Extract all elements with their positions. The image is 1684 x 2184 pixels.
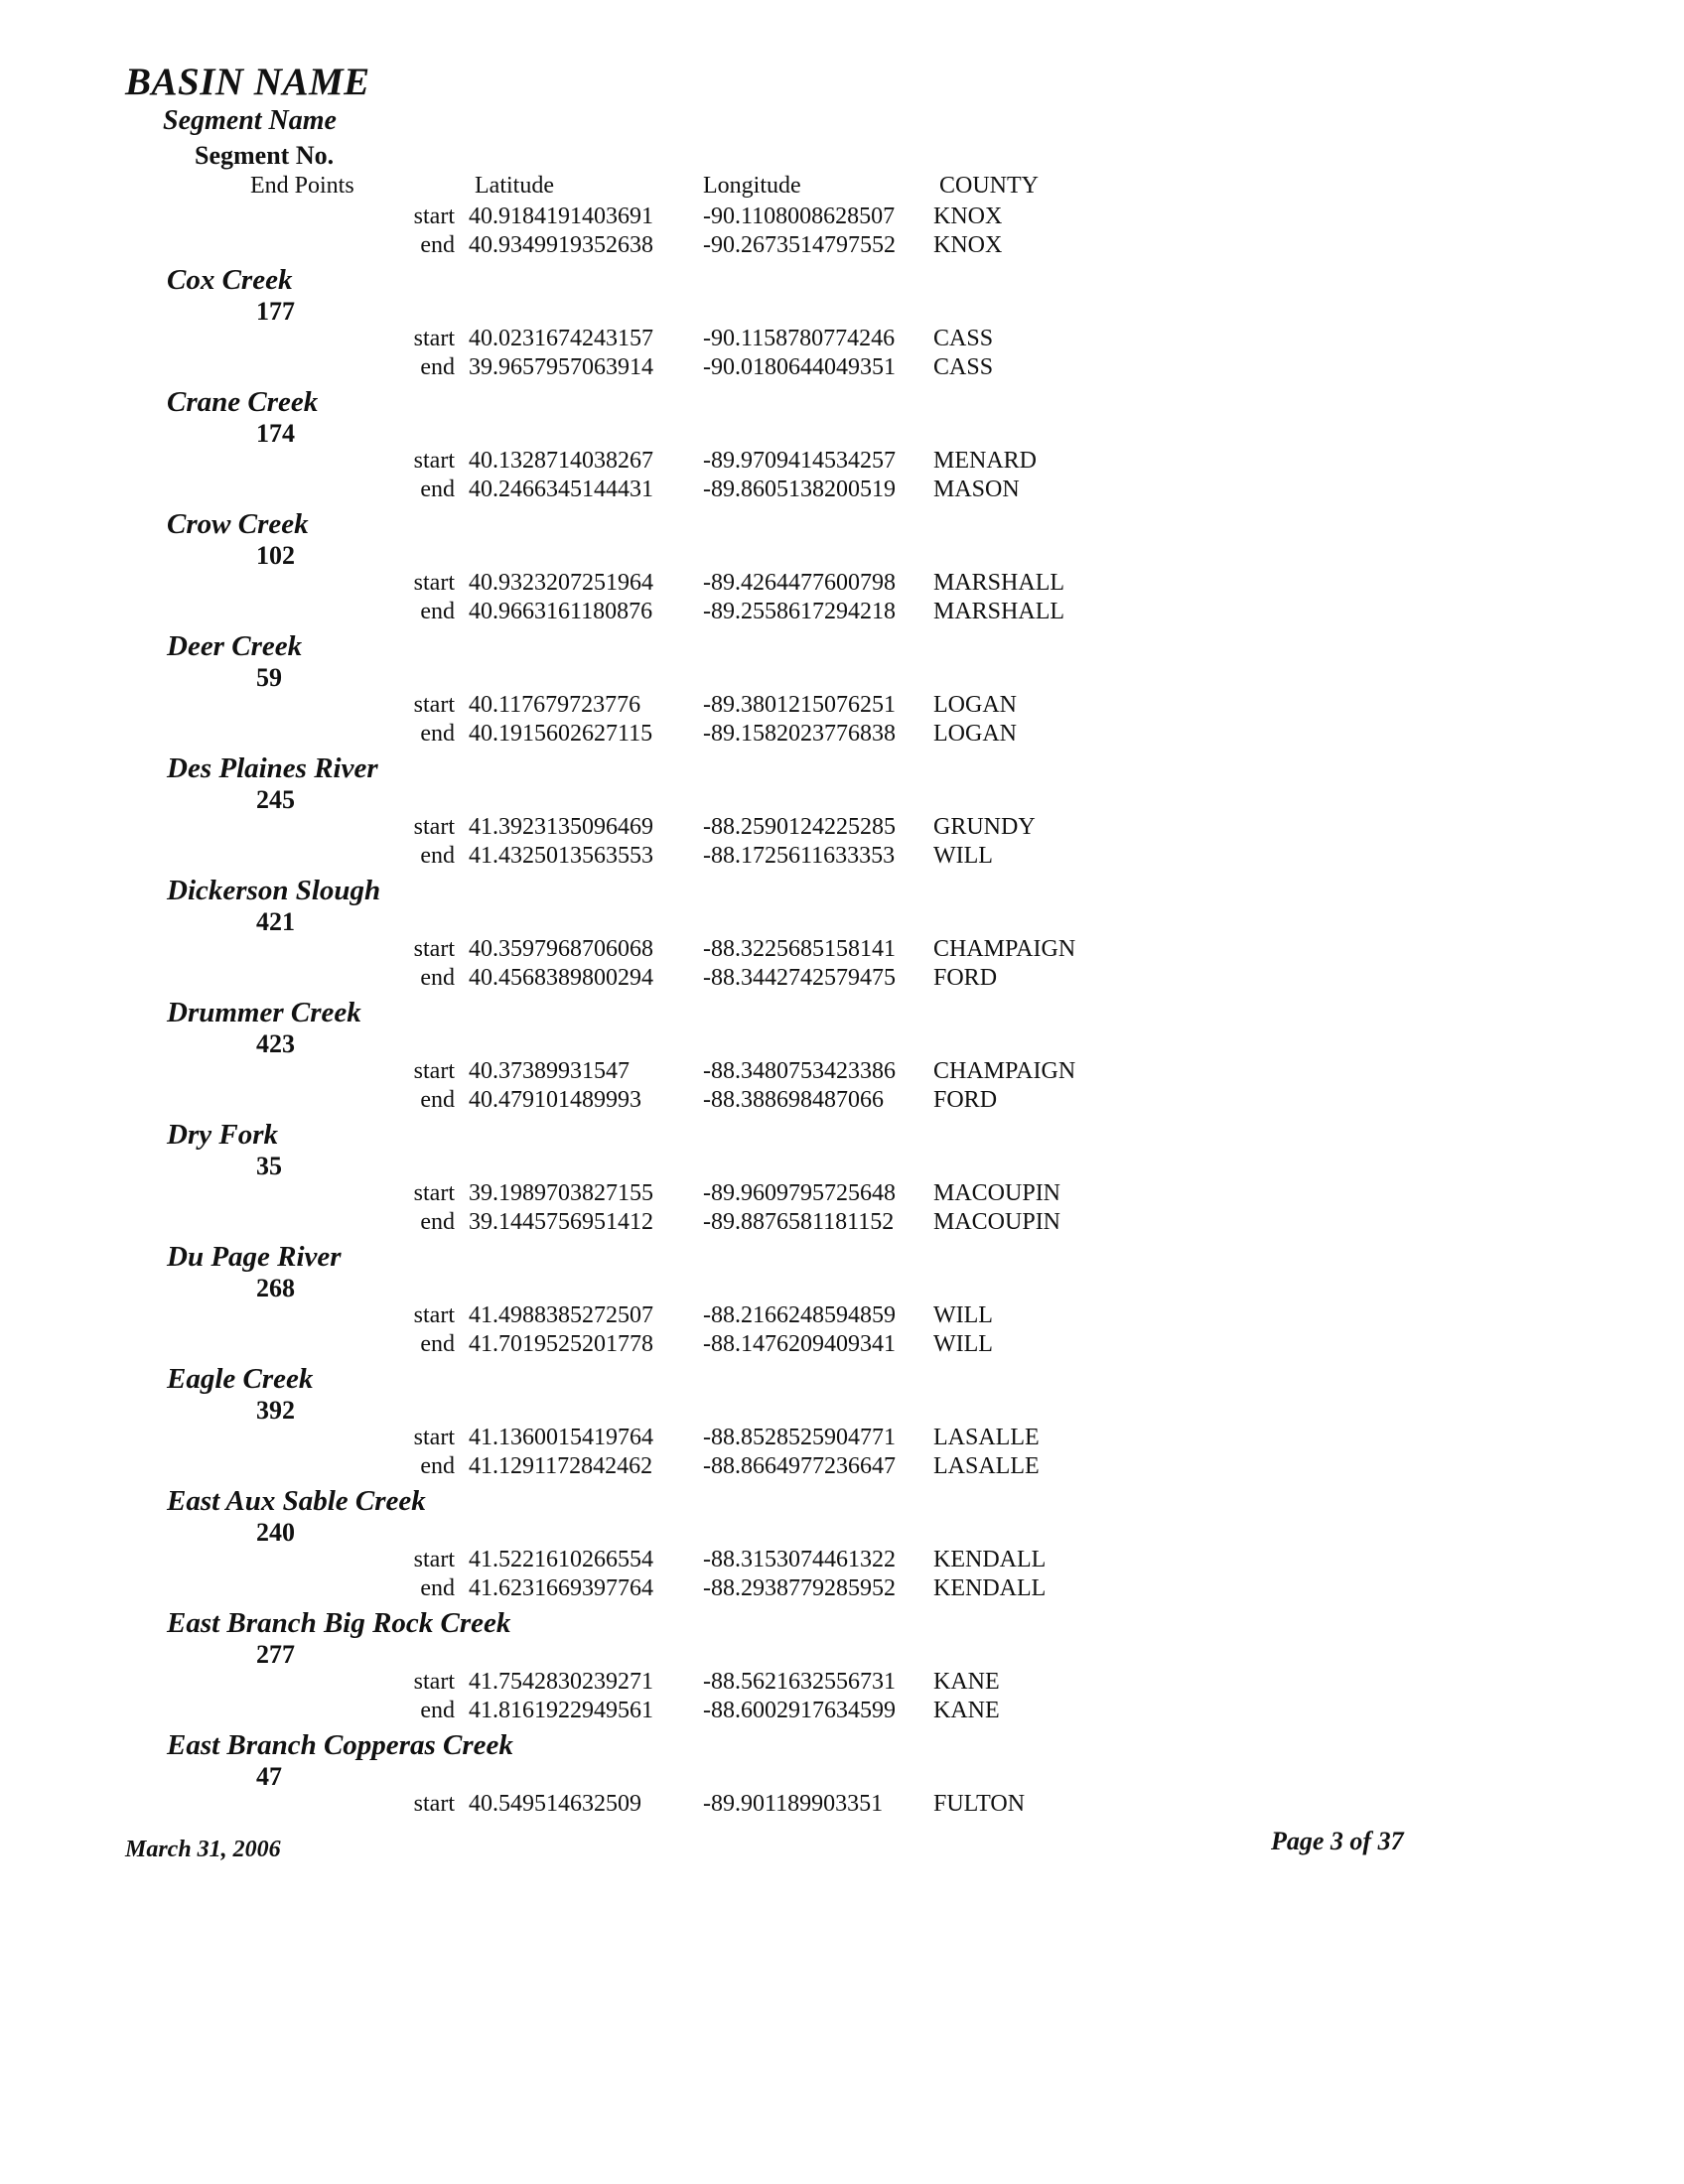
end-point-type: start [413,692,455,718]
end-point-row [0,1547,1684,1576]
end-point-type: end [420,1209,455,1235]
longitude-value: -88.8528525904771 [703,1425,896,1450]
end-point-type: start [413,570,455,596]
end-points-column-header: End Points [250,173,354,199]
segment-name: East Aux Sable Creek [167,1485,426,1517]
end-point-row [0,1425,1684,1454]
county-value: MACOUPIN [933,1209,1061,1235]
end-point-row [0,1698,1684,1727]
longitude-value: -88.2938779285952 [703,1575,896,1601]
segment-name: Dry Fork [167,1119,278,1151]
longitude-value: -90.1108008628507 [703,204,896,229]
end-point-type: start [413,814,455,840]
end-point-type: end [420,965,455,991]
end-point-row [0,692,1684,722]
latitude-value: 40.0231674243157 [469,326,653,351]
end-point-row [0,1669,1684,1699]
county-value: FULTON [933,1791,1026,1817]
segment-name-heading: Segment Name [163,105,337,136]
end-point-type: end [420,1698,455,1723]
end-point-type: start [413,448,455,474]
end-point-row [0,843,1684,873]
latitude-value: 39.1989703827155 [469,1180,653,1206]
segment-name: Des Plaines River [167,752,378,784]
latitude-value: 40.4568389800294 [469,965,653,991]
county-value: KENDALL [933,1575,1047,1601]
longitude-value: -88.388698487066 [703,1087,884,1113]
segment-number: 277 [256,1640,295,1669]
longitude-value: -90.0180644049351 [703,354,896,380]
latitude-value: 40.9184191403691 [469,204,653,229]
segment-number: 177 [256,297,295,326]
segment-number: 59 [256,663,282,692]
end-point-row [0,448,1684,478]
county-value: CASS [933,354,994,380]
latitude-value: 41.6231669397764 [469,1575,653,1601]
segment-number: 245 [256,785,295,814]
longitude-value: -89.3801215076251 [703,692,896,718]
end-point-row [0,354,1684,384]
latitude-value: 41.8161922949561 [469,1698,653,1723]
end-point-type: start [413,204,455,229]
latitude-value: 40.1328714038267 [469,448,653,474]
segment-number: 47 [256,1762,282,1791]
segment-name: East Branch Copperas Creek [167,1729,513,1761]
end-point-type: end [420,1087,455,1113]
longitude-value: -89.8605138200519 [703,477,896,502]
end-point-type: end [420,1453,455,1479]
end-point-type: end [420,843,455,869]
end-point-row [0,1575,1684,1605]
segment-name: East Branch Big Rock Creek [167,1607,511,1639]
latitude-value: 41.4325013563553 [469,843,653,869]
latitude-column-header: Latitude [475,173,554,199]
end-point-type: start [413,326,455,351]
longitude-value: -88.6002917634599 [703,1698,896,1723]
county-value: GRUNDY [933,814,1036,840]
county-value: KANE [933,1669,1000,1695]
footer-page-number: Page 3 of 37 [1271,1827,1404,1855]
county-value: KENDALL [933,1547,1047,1572]
county-value: CHAMPAIGN [933,1058,1076,1084]
county-value: WILL [933,843,993,869]
longitude-value: -89.901189903351 [703,1791,884,1817]
end-point-row [0,1331,1684,1361]
longitude-value: -89.8876581181152 [703,1209,895,1235]
end-point-type: start [413,1791,455,1817]
longitude-value: -88.3225685158141 [703,936,896,962]
county-value: CASS [933,326,994,351]
end-point-type: end [420,1575,455,1601]
end-point-type: end [420,599,455,624]
end-point-row [0,814,1684,844]
latitude-value: 41.1360015419764 [469,1425,653,1450]
county-value: WILL [933,1331,993,1357]
county-value: MACOUPIN [933,1180,1061,1206]
county-value: MASON [933,477,1020,502]
county-value: MENARD [933,448,1038,474]
latitude-value: 41.7542830239271 [469,1669,653,1695]
end-point-type: end [420,721,455,747]
longitude-value: -90.2673514797552 [703,232,896,258]
latitude-value: 40.1915602627115 [469,721,653,747]
county-value: LOGAN [933,721,1017,747]
county-value: MARSHALL [933,599,1065,624]
latitude-value: 41.5221610266554 [469,1547,653,1572]
county-value: CHAMPAIGN [933,936,1076,962]
latitude-value: 41.7019525201778 [469,1331,653,1357]
end-point-row [0,599,1684,628]
end-point-type: start [413,936,455,962]
basin-name-heading: BASIN NAME [125,61,370,103]
end-point-row [0,477,1684,506]
end-point-row [0,1302,1684,1332]
county-value: LOGAN [933,692,1017,718]
end-point-type: start [413,1302,455,1328]
end-point-row [0,326,1684,355]
longitude-value: -88.3153074461322 [703,1547,896,1572]
longitude-value: -88.1476209409341 [703,1331,896,1357]
longitude-value: -88.2590124225285 [703,814,896,840]
end-point-type: end [420,354,455,380]
latitude-value: 41.1291172842462 [469,1453,653,1479]
end-point-type: start [413,1058,455,1084]
end-point-row [0,204,1684,233]
latitude-value: 40.117679723776 [469,692,641,718]
end-point-row [0,936,1684,966]
longitude-value: -89.2558617294218 [703,599,896,624]
end-point-row [0,1180,1684,1210]
latitude-value: 40.9349919352638 [469,232,653,258]
county-value: LASALLE [933,1425,1040,1450]
segment-number: 421 [256,907,295,936]
segment-name: Du Page River [167,1241,342,1273]
longitude-value: -88.3480753423386 [703,1058,896,1084]
longitude-value: -88.1725611633353 [703,843,896,869]
end-point-type: start [413,1425,455,1450]
segment-number: 174 [256,419,295,448]
end-point-type: start [413,1669,455,1695]
end-point-row [0,1058,1684,1088]
county-value: KNOX [933,204,1003,229]
county-value: KANE [933,1698,1000,1723]
end-point-type: start [413,1547,455,1572]
county-column-header: COUNTY [939,173,1039,199]
segment-name: Deer Creek [167,630,303,662]
end-point-row [0,1791,1684,1821]
latitude-value: 40.479101489993 [469,1087,641,1113]
segment-name: Dickerson Slough [167,875,381,906]
latitude-value: 41.4988385272507 [469,1302,653,1328]
segment-no-heading: Segment No. [195,141,335,170]
end-point-row [0,232,1684,262]
longitude-value: -89.4264477600798 [703,570,896,596]
county-value: FORD [933,1087,998,1113]
latitude-value: 40.37389931547 [469,1058,630,1084]
longitude-value: -89.9609795725648 [703,1180,896,1206]
county-value: MARSHALL [933,570,1065,596]
segment-number: 268 [256,1274,295,1302]
latitude-value: 40.549514632509 [469,1791,641,1817]
latitude-value: 41.3923135096469 [469,814,653,840]
end-point-type: end [420,232,455,258]
latitude-value: 40.3597968706068 [469,936,653,962]
longitude-value: -88.2166248594859 [703,1302,896,1328]
segment-name: Crow Creek [167,508,309,540]
longitude-value: -88.8664977236647 [703,1453,896,1479]
footer-date: March 31, 2006 [125,1837,281,1862]
end-point-type: start [413,1180,455,1206]
end-point-row [0,570,1684,600]
latitude-value: 39.1445756951412 [469,1209,653,1235]
county-value: FORD [933,965,998,991]
county-value: KNOX [933,232,1003,258]
segment-name: Cox Creek [167,264,293,296]
longitude-value: -88.5621632556731 [703,1669,896,1695]
segment-name: Crane Creek [167,386,319,418]
segment-number: 423 [256,1029,295,1058]
segment-name: Eagle Creek [167,1363,314,1395]
longitude-column-header: Longitude [703,173,801,199]
end-point-row [0,721,1684,751]
longitude-value: -90.1158780774246 [703,326,896,351]
latitude-value: 40.9663161180876 [469,599,653,624]
county-value: WILL [933,1302,993,1328]
end-point-row [0,1209,1684,1239]
end-point-type: end [420,1331,455,1357]
latitude-value: 40.9323207251964 [469,570,653,596]
county-value: LASALLE [933,1453,1040,1479]
segment-number: 240 [256,1518,295,1547]
end-point-row [0,965,1684,995]
segment-number: 35 [256,1152,282,1180]
end-point-type: end [420,477,455,502]
end-point-row [0,1453,1684,1483]
longitude-value: -89.9709414534257 [703,448,896,474]
end-point-row [0,1087,1684,1117]
latitude-value: 40.2466345144431 [469,477,653,502]
segment-number: 102 [256,541,295,570]
segment-name: Drummer Creek [167,997,361,1028]
longitude-value: -88.3442742579475 [703,965,896,991]
longitude-value: -89.1582023776838 [703,721,896,747]
segment-number: 392 [256,1396,295,1425]
latitude-value: 39.9657957063914 [469,354,653,380]
